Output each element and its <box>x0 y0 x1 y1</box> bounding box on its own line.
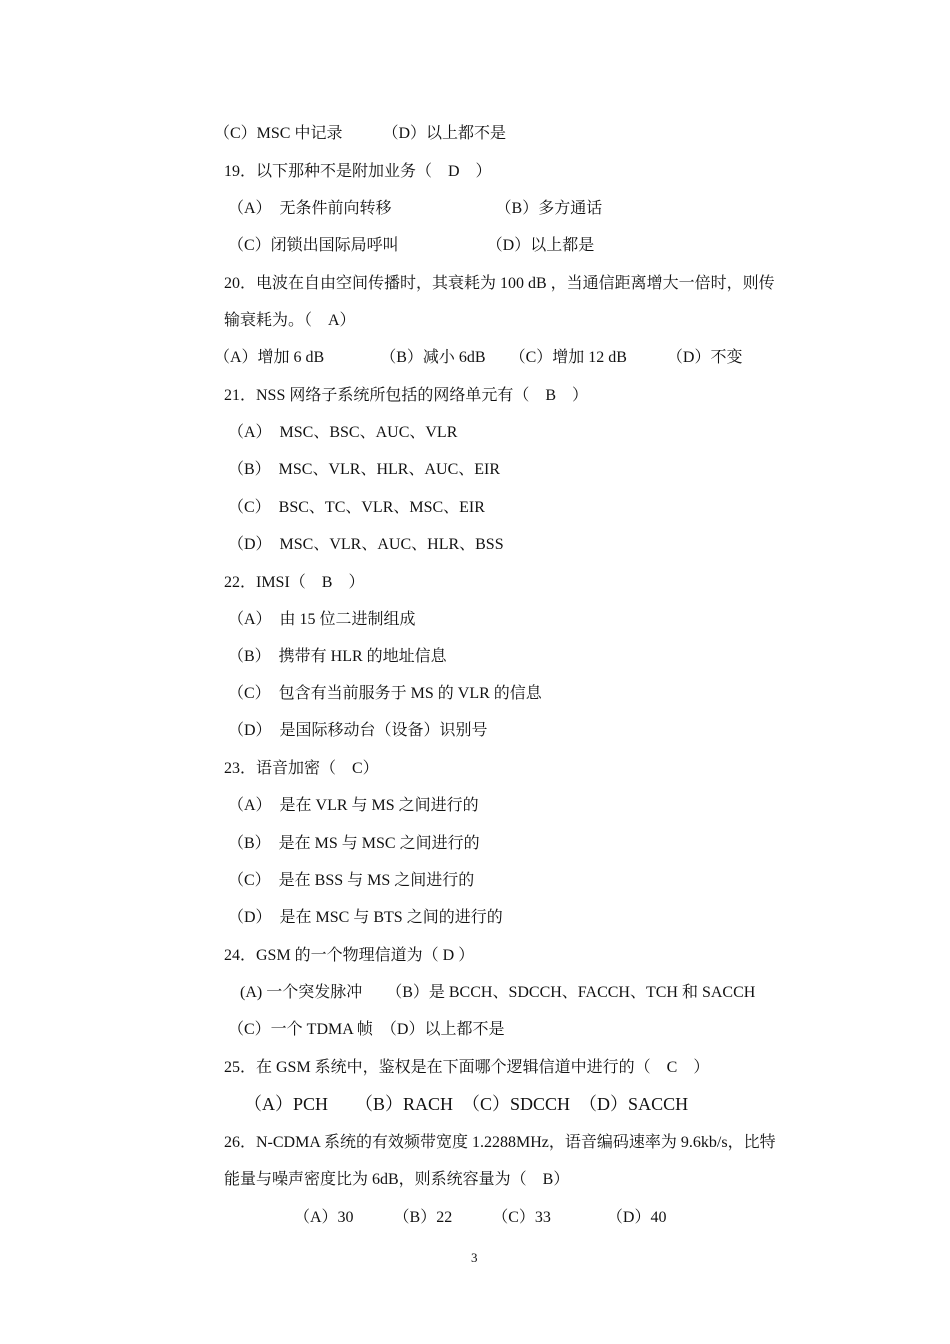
text-line: （C）一个 TDMA 帧 （D）以上都不是 <box>228 1021 505 1038</box>
text-line: （A） 是在 VLR 与 MS 之间进行的 <box>228 797 479 814</box>
text-line: （A） 无条件前向转移 （B）多方通话 <box>228 200 603 217</box>
question-24: 24．GSM 的一个物理信道为（ D ） <box>224 947 475 964</box>
text-line: （C） BSC、TC、VLR、MSC、EIR <box>228 499 485 516</box>
question-19: 19．以下那种不是附加业务（ D ） <box>224 163 492 180</box>
text-line: （B） 是在 MS 与 MSC 之间进行的 <box>228 835 480 852</box>
text-line: （D） 是在 MSC 与 BTS 之间的进行的 <box>228 909 503 926</box>
text-line: （C） 包含有当前服务于 MS 的 VLR 的信息 <box>228 685 542 702</box>
text-line: （A） 由 15 位二进制组成 <box>228 611 416 628</box>
text-line: 能量与噪声密度比为 6dB，则系统容量为（ B） <box>224 1171 570 1188</box>
text-line: （C） 是在 BSS 与 MS 之间进行的 <box>228 872 475 889</box>
question-26: 26．N-CDMA 系统的有效频带宽度 1.2288MHz，语音编码速率为 9.6kb/s，比特 <box>224 1134 776 1151</box>
text-line: （C）MSC 中记录 （D）以上都不是 <box>214 125 507 142</box>
text-line: （A）增加 6 dB （B）减小 6dB （C）增加 12 dB （D）不变 <box>214 349 743 366</box>
question-25: 25．在 GSM 系统中，鉴权是在下面哪个逻辑信道中进行的（ C ） <box>224 1059 710 1076</box>
text-line: （C）闭锁出国际局呼叫 （D）以上都是 <box>228 237 595 254</box>
question-23: 23．语音加密（ C） <box>224 760 379 777</box>
text-line: （A） MSC、BSC、AUC、VLR <box>228 424 458 441</box>
text-line: （A）PCH （B）RACH （C）SDCCH （D）SACCH <box>244 1094 689 1114</box>
text-line: （D） 是国际移动台（设备）识别号 <box>228 722 488 739</box>
text-line: （B） MSC、VLR、HLR、AUC、EIR <box>228 461 501 478</box>
question-21: 21．NSS 网络子系统所包括的网络单元有（ B ） <box>224 387 589 404</box>
question-22: 22．IMSI（ B ） <box>224 574 365 591</box>
text-line: （D） MSC、VLR、AUC、HLR、BSS <box>228 536 504 553</box>
text-line: (A) 一个突发脉冲 （B）是 BCCH、SDCCH、FACCH、TCH 和 SACCH <box>240 984 756 1001</box>
text-line: 输衰耗为。（ A） <box>224 312 356 329</box>
question-20: 20．电波在自由空间传播时，其衰耗为 100 dB ，当通信距离增大一倍时，则传 <box>224 275 775 292</box>
page-number: 3 <box>471 1250 478 1265</box>
text-line: （B） 携带有 HLR 的地址信息 <box>228 648 447 665</box>
text-line: （A）30 （B）22 （C）33 （D）40 <box>294 1209 667 1226</box>
